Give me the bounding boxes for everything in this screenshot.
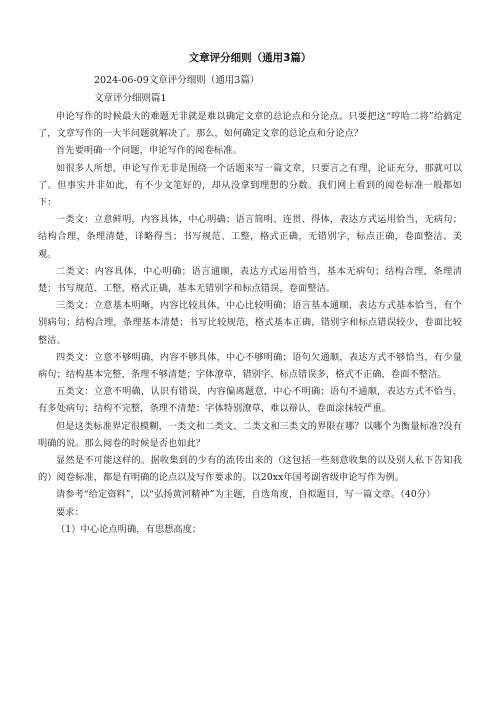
paragraph: 要求： [56,506,84,518]
document-title: 文章评分细则（通用3篇） [188,52,312,64]
paragraph: 首先要明确一个问题，申论写作的阅卷标准。 [56,145,242,157]
paragraph: 三类文：立意基本明晰，内容比较具体，中心比较明确；语言基本通顺，表达方式基本恰当，有个别病句；结构合理，条理基本清楚；书写比较规范，格式基本正确，错别字和标点错误较少，卷面比较整洁。 [38,300,462,346]
paragraph: 请参考“给定资料”，以“弘扬黄河精神”为主题，自选角度，自拟题目，写一篇文章。（40分） [56,489,436,501]
paragraph: 二类文：内容具体，中心明确；语言通顺，表达方式运用恰当，基本无病句；结构合理，条理清楚；书写规范、工整，格式正确，基本无错别字和标点错误，卷面整洁。 [38,265,462,295]
paragraph: 如很多人所想，申论写作无非是围绕一个话题来写一篇文章，只要言之有理，论证充分，那就可以了。但事实并非如此，有不少文笔好的，却从没拿到理想的分数。我们网上看到的阅卷标准一般都如下： [38,162,462,209]
paragraph: 四类文：立意不够明确，内容不够具体，中心不够明确；语句欠通顺，表达方式不够恰当，有少量病句；结构基本完整，条理不够清楚；字体潦草，错别字、标点错误多，格式不正确，卷面不整洁。 [38,351,462,381]
document-date-line: 2024-06-09文章评分细则（通用3篇） [94,75,260,86]
paragraph: 一类文：立意鲜明，内容具体，中心明确；语言简明、连贯、得体，表达方式运用恰当，无病句；结构合理，条理清楚，详略得当；书写规范、工整，格式正确，无错别字，标点正确，卷面整洁、美观。 [38,214,462,260]
section-heading: 文章评分细则篇1 [94,93,167,104]
paragraph: 但是这类标准界定很模糊，一类文和二类文、二类文和三类文的界限在哪？以哪个为衡量标准?没有明确的说。那么阅卷的时候是否也如此？ [38,420,462,449]
paragraph: 五类文：立意不明确，认识有错误，内容偏离题意，中心不明确；语句不通顺，表达方式不恰当，有多处病句；结构不完整，条理不清楚；字体特别潦草，难以辩认，卷面涂抹较严重。 [38,386,462,415]
paragraph: 显然是不可能这样的。据收集到的少有的流传出来的（这包括一些刻意收集的以及别人私下告知我的）阅卷标准，都是有明确的论点以及写作要求的。以20xx年国考副省级申论写作为例。 [38,455,462,484]
paragraph: 申论写作的时候最大的难题无非就是难以确定文章的总论点和分论点。只要把这“哼哈二将”给搞定了，文章写作的一大半问题就解决了。那么，如何确定文章的总论点和分论点？ [38,111,462,140]
paragraph: （1）中心论点明确，有思想高度； [56,523,202,535]
